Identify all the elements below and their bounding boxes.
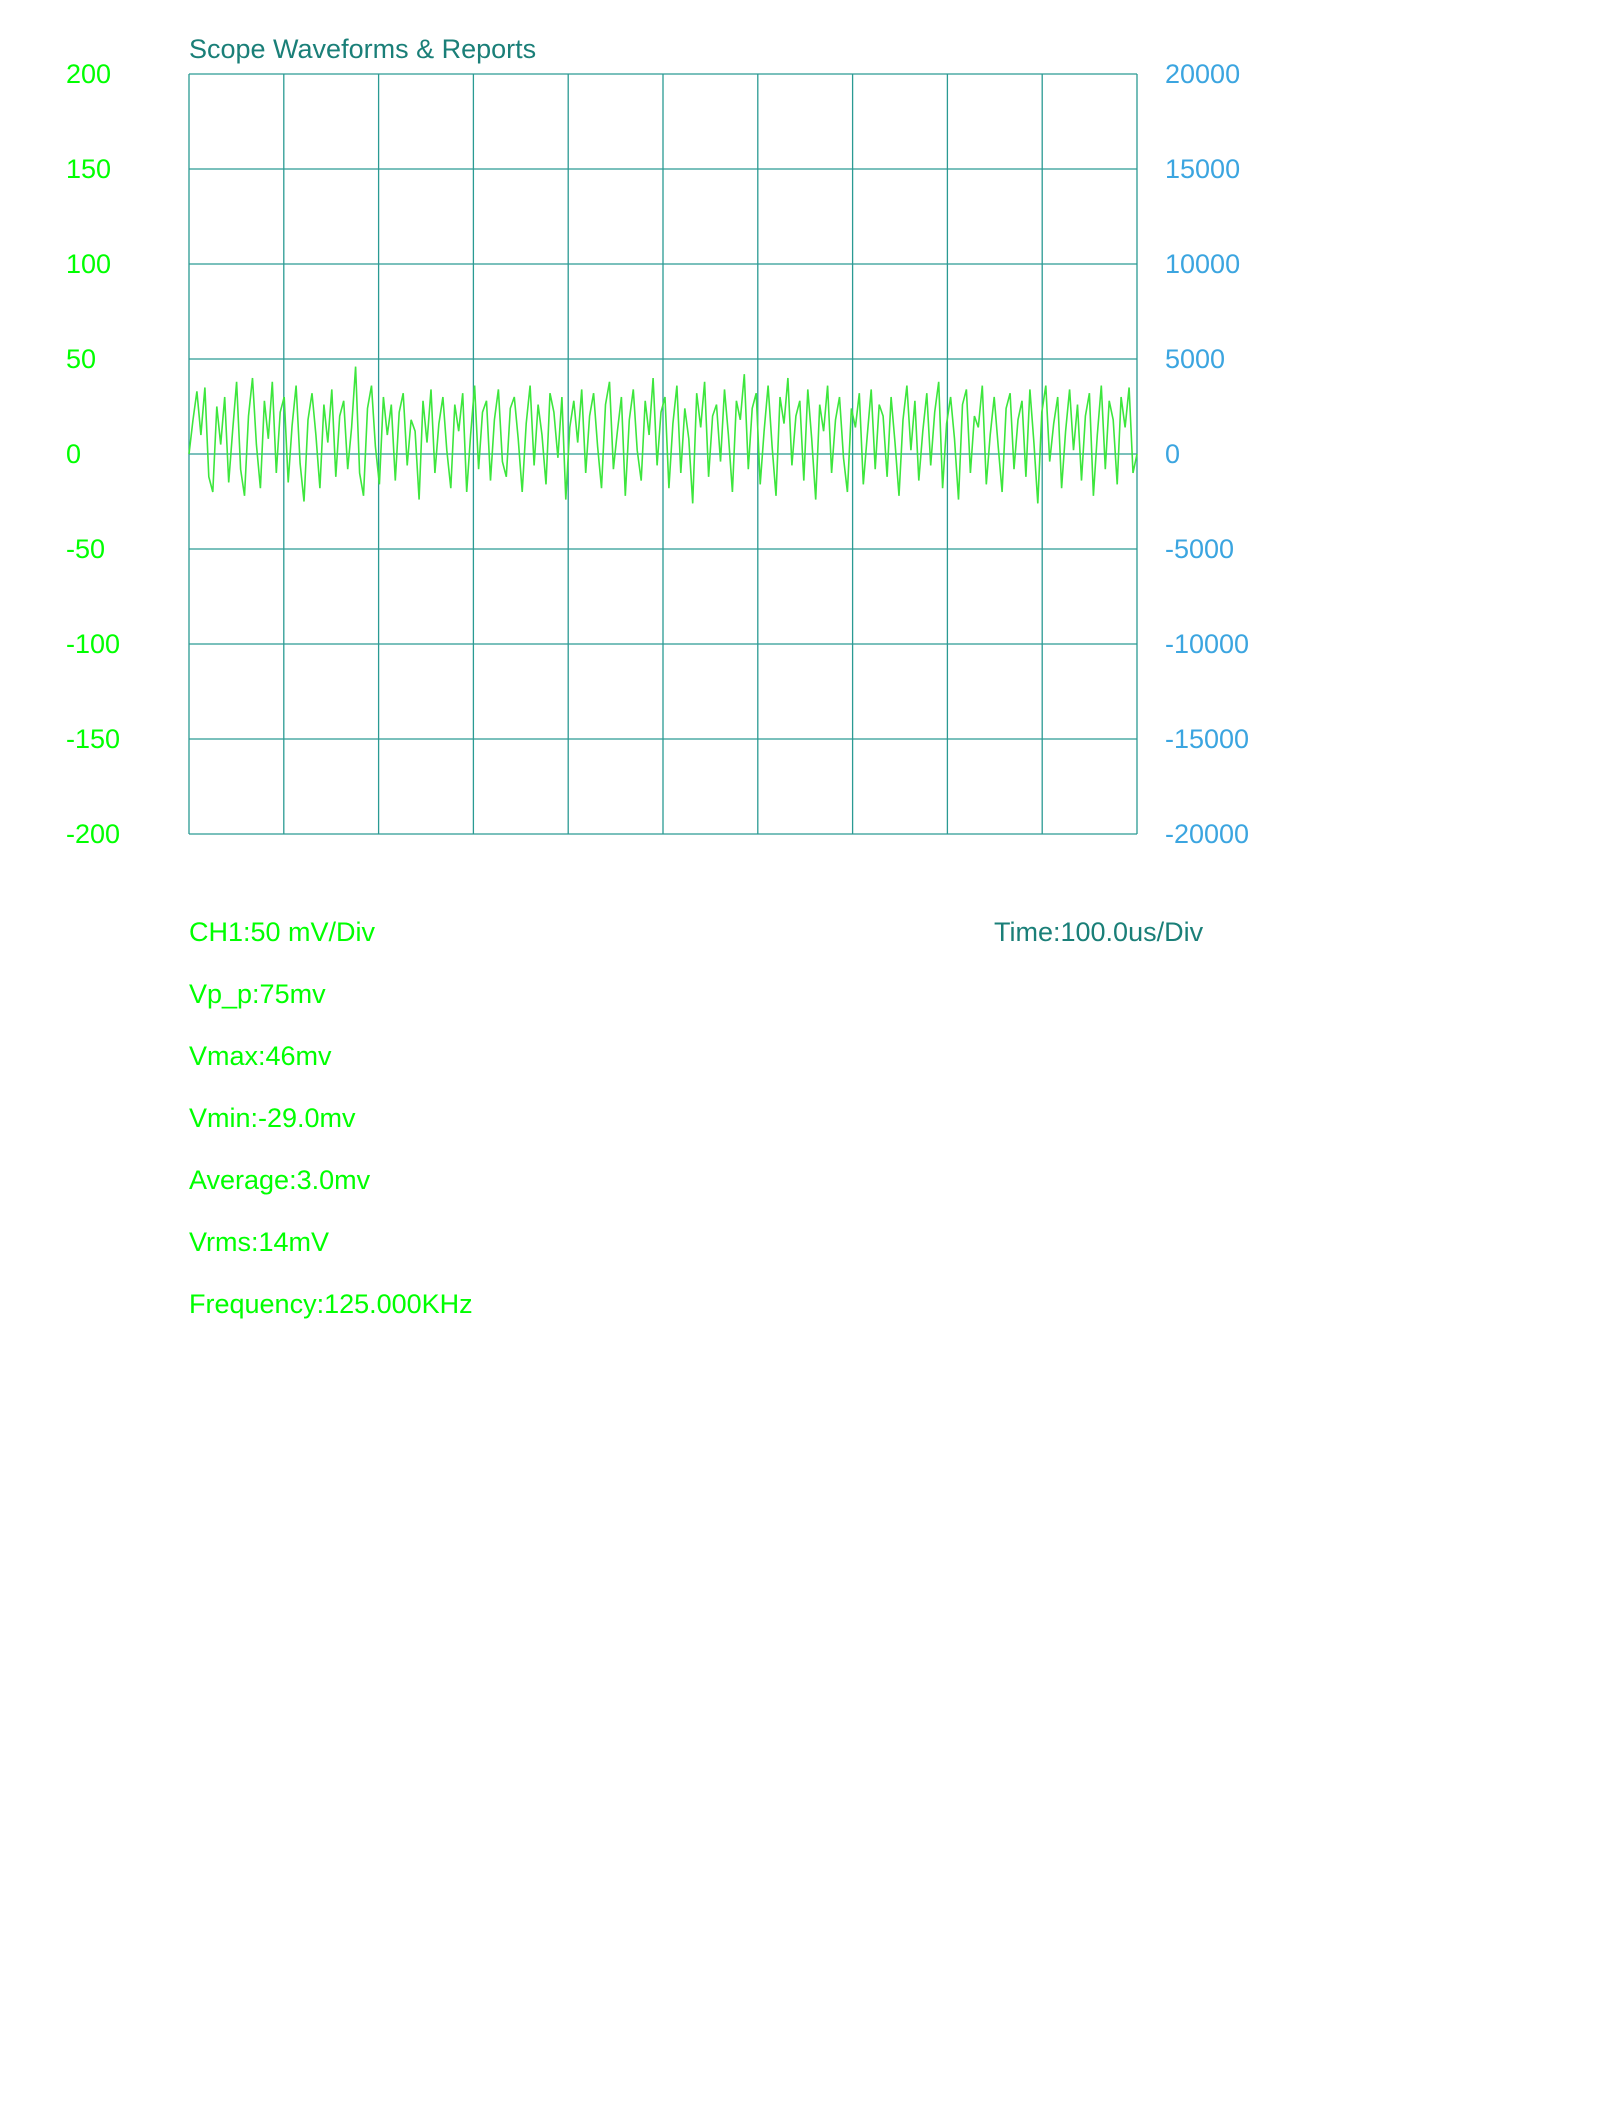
vmax-readout: Vmax:46mv [189, 1041, 332, 1071]
time-scale-label: Time:100.0us/Div [994, 917, 1204, 947]
ch1-scale-label: CH1:50 mV/Div [189, 917, 376, 947]
left-axis-tick-label: 0 [66, 439, 82, 469]
right-axis-tick-label: -15000 [1165, 724, 1250, 754]
right-axis-tick-label: 5000 [1165, 344, 1226, 374]
left-axis-tick-label: -200 [66, 819, 121, 849]
chart-title: Scope Waveforms & Reports [189, 34, 537, 64]
vmin-readout: Vmin:-29.0mv [189, 1103, 356, 1133]
left-axis-tick-label: 150 [66, 154, 112, 184]
right-axis-ticks [1165, 59, 1249, 849]
left-axis-ticks [66, 59, 120, 849]
left-axis-tick-label: -100 [66, 629, 121, 659]
vpp-readout: Vp_p:75mv [189, 979, 326, 1009]
right-axis-tick-label: 10000 [1165, 249, 1241, 279]
vrms-readout: Vrms:14mV [189, 1227, 330, 1257]
left-axis-tick-label: -50 [66, 534, 106, 564]
right-axis-tick-label: -10000 [1165, 629, 1250, 659]
left-axis-tick-label: 100 [66, 249, 112, 279]
left-axis-tick-label: 200 [66, 59, 112, 89]
left-axis-tick-label: 50 [66, 344, 97, 374]
right-axis-tick-label: 20000 [1165, 59, 1241, 89]
right-axis-tick-label: -5000 [1165, 534, 1235, 564]
right-axis-tick-label: 0 [1165, 439, 1181, 469]
frequency-readout: Frequency:125.000KHz [189, 1289, 473, 1319]
average-readout: Average:3.0mv [189, 1165, 371, 1195]
plot-grid [189, 74, 1137, 834]
left-axis-tick-label: -150 [66, 724, 121, 754]
right-axis-tick-label: -20000 [1165, 819, 1250, 849]
right-axis-tick-label: 15000 [1165, 154, 1241, 184]
